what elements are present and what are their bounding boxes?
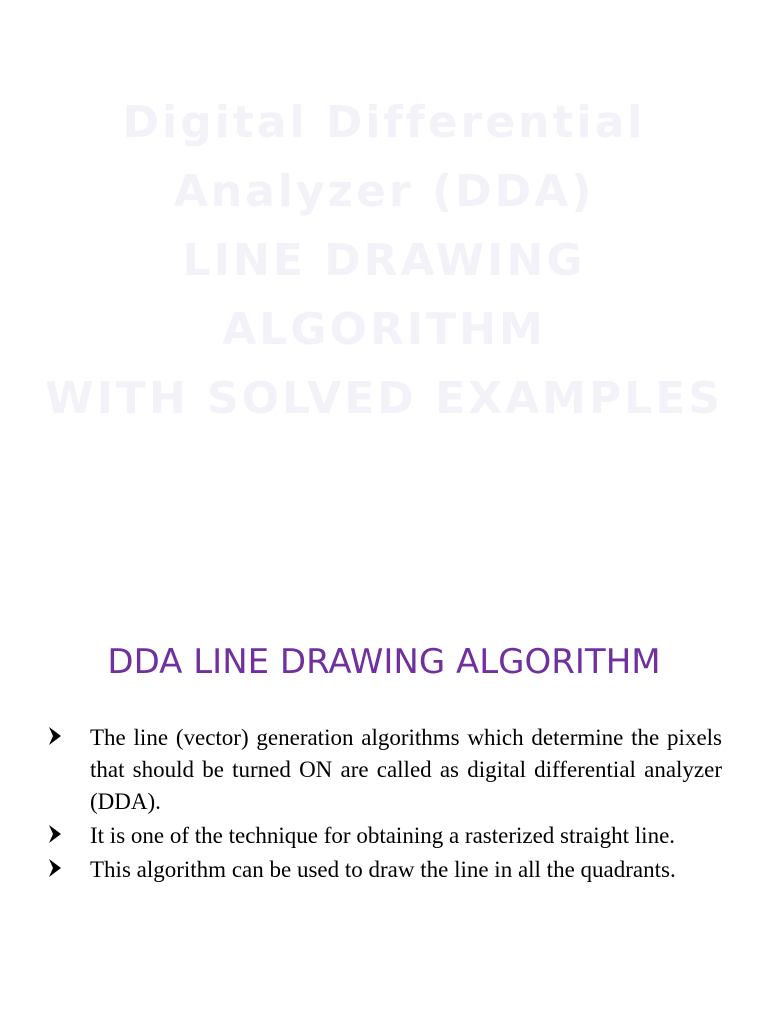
bullet-item	[48, 722, 722, 818]
arrowhead-bullet-icon	[48, 858, 62, 878]
slide-title	[0, 88, 768, 433]
title-line: LINE DRAWING	[182, 235, 586, 286]
title-line: Digital Differential	[122, 97, 646, 148]
bullet-text: This algorithm can be used to draw the line in all the quadrants.	[90, 857, 676, 882]
bullet-text: The line (vector) generation algorithms which determine the pixels that should be turned ON are called as digital differential analyzer (DDA).	[90, 725, 722, 814]
section-heading: DDA LINE DRAWING ALGORITHM	[107, 642, 661, 682]
title-line: ALGORITHM	[222, 304, 546, 355]
title-line: Analyzer (DDA)	[173, 166, 595, 217]
bullet-item	[48, 854, 722, 886]
title-line: WITH SOLVED EXAMPLES	[45, 373, 723, 424]
arrowhead-bullet-icon	[48, 726, 62, 746]
bullet-text: It is one of the technique for obtaining a rasterized straight line.	[90, 823, 676, 848]
arrowhead-bullet-icon	[48, 824, 62, 844]
bullet-list	[48, 722, 722, 888]
bullet-item	[48, 820, 722, 852]
content-slide	[0, 512, 768, 1024]
